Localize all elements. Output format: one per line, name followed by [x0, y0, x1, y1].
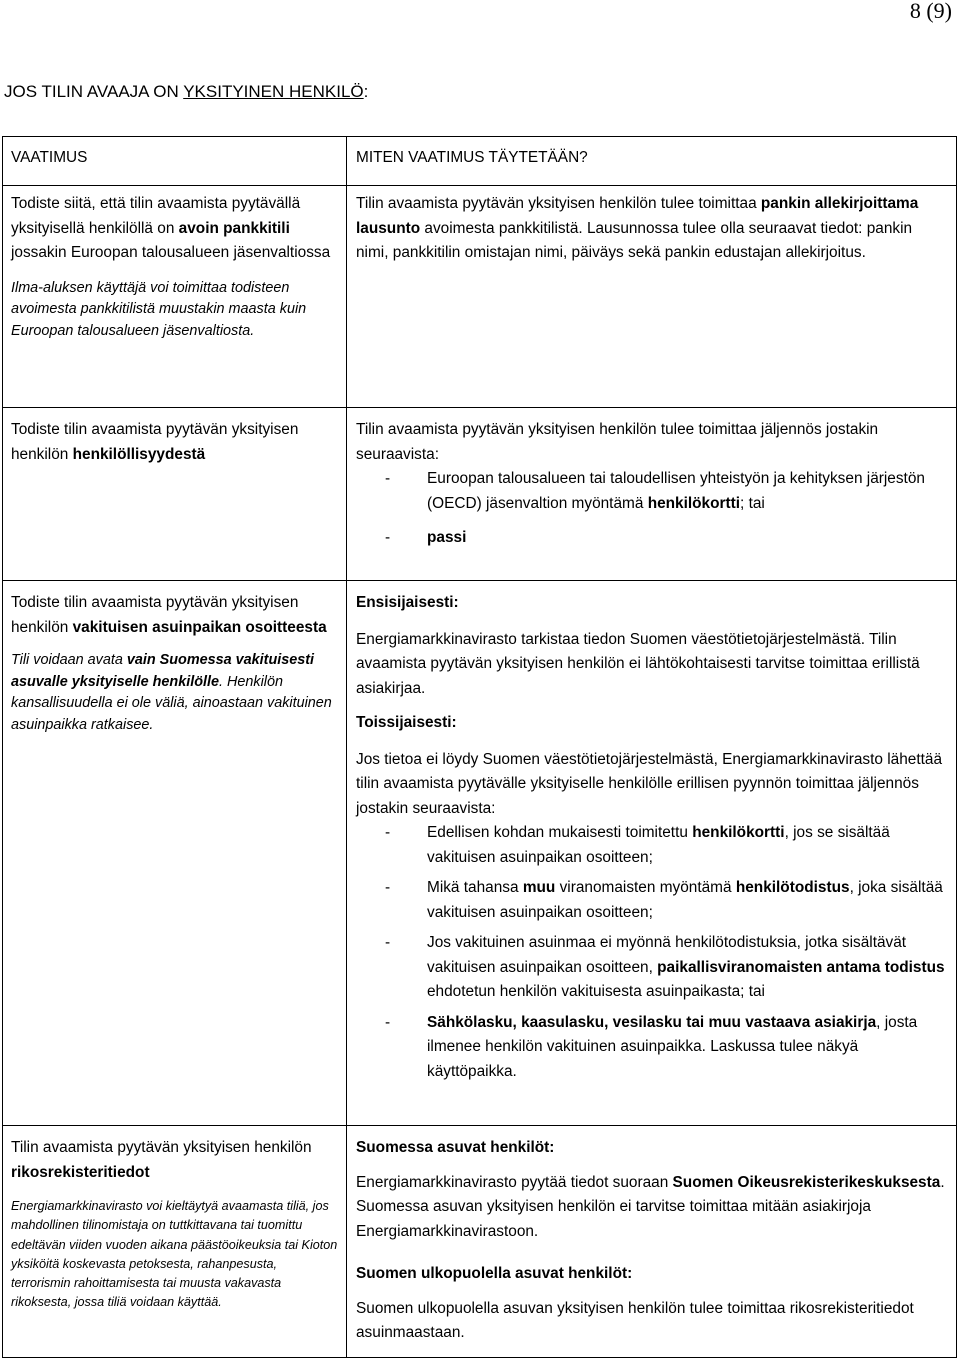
text-span: ehdotetun henkilön vakituisesta asuinpaikasta; tai — [427, 983, 765, 1000]
row-bank-account — [3, 186, 957, 408]
text-span: jossakin Euroopan talousalueen jäsenvaltiossa — [11, 244, 331, 261]
abroad-text: Suomen ulkopuolella asuvan yksityisen henkilön tulee toimittaa rikosrekisteritiedot asuinmaastaan. — [356, 1299, 914, 1341]
finland-text — [356, 1171, 948, 1245]
list-item — [356, 931, 948, 1005]
text-span: Todiste tilin avaamista pyytävän yksityisen henkilön — [11, 594, 299, 636]
list-item — [356, 821, 948, 870]
secondary-heading: Toissijaisesti: — [356, 714, 457, 731]
text-span: Euroopan talousalueen tai taloudellisen yhteistyön ja kehityksen järjestön (OECD) jäsenvaltion myöntämä — [427, 470, 925, 512]
text-span: . Suomessa asuvan yksityisen henkilön ei tarvitse toimittaa mitään asiakirjoja Energiamarkkinavirastoon. — [356, 1173, 945, 1240]
bold-span: paikallisviranomaisten antama todistus — [657, 958, 945, 976]
req-bank-account-note: Ilma-aluksen käyttäjä voi toimittaa todisteen avoimesta pankkitilistä muustakin maasta kuin Euroopan talousalueen jäsenvaltiosta. — [11, 279, 307, 339]
how-identity — [347, 408, 957, 581]
text-span: Mikä tahansa — [427, 879, 523, 896]
text-span: Energiamarkkinavirasto pyytää tiedot suoraan — [356, 1173, 673, 1191]
list-item — [356, 526, 948, 551]
bold-span: avoin pankkitili — [178, 219, 290, 237]
text-span: , josta ilmenee henkilön vakituinen asuinpaikka. Laskussa tulee näkyä käyttöpaikka. — [427, 1013, 918, 1080]
page-number: 8 (9) — [909, 0, 952, 23]
req-criminal-record — [3, 1126, 347, 1358]
req-bank-account — [3, 186, 347, 408]
header-how-fulfilled: MITEN VAATIMUS TÄYTETÄÄN? — [347, 137, 957, 186]
bold-span: Suomen Oikeusrekisterikeskuksesta — [672, 1173, 941, 1191]
req-criminal-record-text — [11, 1136, 338, 1185]
req-residence-note — [11, 650, 338, 736]
text-span: , jos se sisältää vakituisen asuinpaikan osoitteen; — [427, 824, 890, 866]
bold-span: henkilökortti — [647, 494, 741, 512]
how-criminal-record — [347, 1126, 957, 1358]
row-residence — [3, 581, 957, 1126]
bold-span: vain Suomessa vakituisesti asuvalle yksityiselle henkilölle — [11, 652, 315, 690]
text-span: Todiste siitä, että tilin avaamista pyytävällä yksityisellä henkilöllä on — [11, 195, 301, 237]
req-bank-account-text — [11, 192, 338, 266]
dash: - — [385, 529, 391, 546]
list-item — [356, 876, 948, 925]
page-title — [4, 82, 368, 102]
bold-span: passi — [427, 529, 467, 546]
text-span: Tilin avaamista pyytävän yksityisen henkilön — [11, 1139, 312, 1156]
row-criminal-record — [3, 1126, 957, 1358]
text-span: Jos vakituinen asuinmaa ei myönnä henkilötodistuksia, jotka sisältävät vakituisen asuinpaikan osoitteen, — [427, 934, 907, 976]
finland-heading: Suomessa asuvat henkilöt: — [356, 1139, 555, 1156]
req-identity-text — [11, 418, 338, 467]
text-span: ; tai — [740, 494, 765, 512]
list-item — [356, 1011, 948, 1085]
row-identity — [3, 408, 957, 581]
list-item — [356, 467, 948, 516]
text-span: Tilin avaamista pyytävän yksityisen henkilön tulee toimittaa — [356, 195, 761, 212]
text-span: avoimesta pankkitilistä. Lausunnossa tulee olla seuraavat tiedot: pankin nimi, pankkitilin omistajan nimi, päiväys sekä pankin edustajan allekirjoitus. — [356, 219, 913, 261]
text-span: Todiste tilin avaamista pyytävän yksityisen henkilön — [11, 421, 299, 463]
header-requirement: VAATIMUS — [3, 137, 347, 186]
req-residence-text — [11, 591, 338, 640]
bold-span: Sähkölasku, kaasulasku, vesilasku tai muu vastaava asiakirja — [427, 1013, 877, 1031]
text-span: Edellisen kohdan mukaisesti toimitettu — [427, 824, 693, 841]
dash: - — [385, 934, 391, 951]
dash: - — [385, 470, 391, 487]
how-identity-intro: Tilin avaamista pyytävän yksityisen henkilön tulee toimittaa jäljennös jostakin seuraavista: — [356, 421, 879, 463]
title-underlined: YKSITYINEN HENKILÖ — [183, 82, 364, 101]
bold-span: henkilöllisyydestä — [72, 445, 206, 463]
text-span: . Henkilön kansallisuudella ei ole väliä, ainoastaan vakituinen asuinpaikka ratkaisee. — [11, 673, 332, 733]
dash: - — [385, 1013, 391, 1031]
bold-span: muu — [522, 879, 556, 896]
req-residence — [3, 581, 347, 1126]
text-span: viranomaisten myöntämä — [555, 879, 736, 896]
bold-span: henkilökortti — [692, 824, 785, 841]
abroad-heading: Suomen ulkopuolella asuvat henkilöt: — [356, 1265, 633, 1282]
how-residence — [347, 581, 957, 1126]
residence-document-list — [356, 821, 948, 1084]
req-criminal-record-note: Energiamarkkinavirasto voi kieltäytyä avaamasta tiliä, jos mahdollinen tilinomistaja on tuttkittavana tai tuomittu edeltävän viiden vuoden aikana päästöoikeuksia tai Kioton yksiköitä koskevasta petoksesta, rahanpesusta, terrorismin rahoittamisesta tai muusta vakavasta rikoksesta, jossa tiliä voidaan käyttää. — [11, 1199, 338, 1310]
primary-heading: Ensisijaisesti: — [356, 594, 459, 611]
req-identity — [3, 408, 347, 581]
title-suffix: : — [363, 82, 369, 101]
bold-span: pankin allekirjoittama lausunto — [356, 195, 919, 237]
primary-text: Energiamarkkinavirasto tarkistaa tiedon Suomen väestötietojärjestelmästä. Tilin avaamista pyytävän yksityisen henkilön ei lähtökohtaisesti tarvitse toimittaa erillistä asiakirjaa. — [356, 630, 920, 697]
identity-document-list — [356, 467, 948, 551]
text-span: Tili voidaan avata — [11, 652, 127, 668]
text-span: , joka sisältää vakituisen asuinpaikan osoitteen; — [427, 879, 943, 921]
dash: - — [385, 879, 391, 896]
title-prefix: JOS TILIN AVAAJA ON — [4, 82, 184, 101]
how-bank-account-text — [356, 192, 948, 266]
how-bank-account — [347, 186, 957, 408]
requirements-table — [2, 136, 957, 1358]
secondary-text: Jos tietoa ei löydy Suomen väestötietojärjestelmästä, Energiamarkkinavirasto lähettää tilin avaamista pyytävälle yksityiselle henkilölle erillisen pyynnön toimittaa jäljennös jostakin seuraavista: — [356, 750, 943, 817]
dash: - — [385, 824, 391, 841]
bold-span: rikosrekisteritiedot — [11, 1163, 150, 1181]
bold-span: henkilötodistus — [735, 879, 850, 896]
header-row — [3, 137, 957, 186]
bold-span: vakituisen asuinpaikan osoitteesta — [72, 618, 327, 636]
